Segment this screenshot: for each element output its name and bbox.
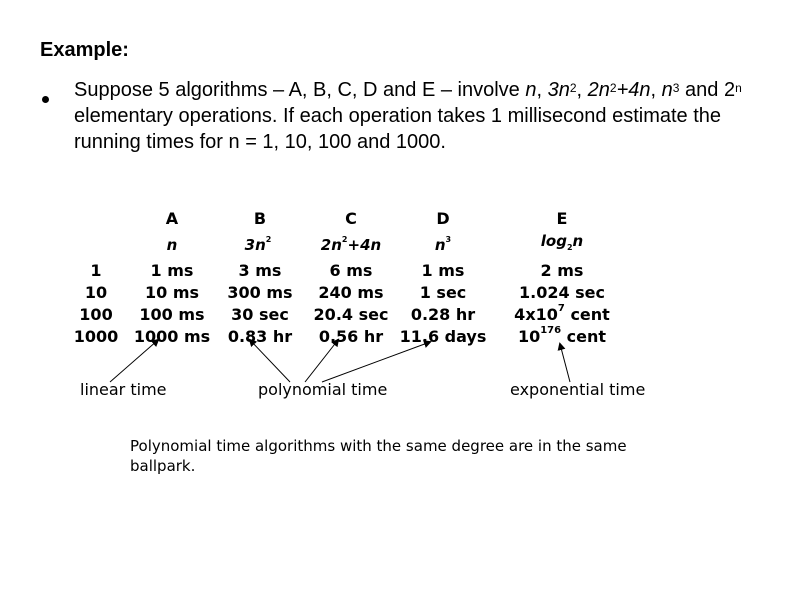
col-header-b: B [253, 209, 267, 228]
cell-b: 0.83 hr [227, 327, 293, 346]
cell-c: 0.56 hr [318, 327, 384, 346]
cell-e: 2 ms [540, 261, 584, 280]
cell-d: 1 ms [421, 261, 465, 280]
formula-a: n [166, 236, 178, 254]
col-header-e: E [556, 209, 568, 228]
cell-e: $10^{176}$ cent [517, 325, 607, 346]
problem-statement: Suppose 5 algorithms – A, B, C, D and E – involve n, $3n^2$, $2n^2+4n$, $n^3$ and 2$^n$ elementary operations. If each operation takes 1 millisecond estimate the running times for n = 1, 10, 100 and 1000. [74, 79, 742, 153]
col-header-d: D [436, 209, 450, 228]
cell-c: 20.4 sec [313, 305, 389, 324]
formula-c: $2n^2+4n$ [320, 235, 382, 254]
formula-b: $3n^2$ [244, 235, 272, 254]
cell-c: 6 ms [329, 261, 373, 280]
cell-b: 300 ms [227, 283, 293, 302]
col-header-a: A [165, 209, 179, 228]
formula-d: $n^3$ [434, 235, 452, 254]
cell-d: 0.28 hr [410, 305, 476, 324]
n-value: 1 [90, 261, 102, 280]
ballpark-note: Polynomial time algorithms with the same degree are in the same ballpark. [130, 437, 627, 475]
formula-e: $\log_2n$ [540, 232, 584, 252]
cell-e: 1.024 sec [518, 283, 606, 302]
n-value: 10 [84, 283, 108, 302]
n-value: 1000 [73, 327, 119, 346]
arrow-poly-c [305, 340, 338, 382]
label-polynomial-time: polynomial time [258, 380, 388, 399]
cell-e: $4x10^7$ cent [514, 303, 610, 324]
cell-a: 10 ms [144, 283, 200, 302]
col-header-c: C [345, 209, 357, 228]
slide-heading: Example: [40, 39, 129, 61]
cell-c: 240 ms [318, 283, 384, 302]
arrow-poly-d [322, 342, 430, 382]
cell-a: 1 ms [150, 261, 194, 280]
cell-b: 3 ms [238, 261, 282, 280]
label-linear-time: linear time [80, 380, 167, 399]
cell-d: 11.6 days [399, 327, 487, 346]
cell-d: 1 sec [419, 283, 467, 302]
label-exponential-time: exponential time [510, 380, 646, 399]
cell-b: 30 sec [231, 305, 289, 324]
arrow-exponential [560, 344, 570, 382]
n-value: 100 [79, 305, 113, 324]
arrow-poly-b [250, 340, 290, 382]
arrow-linear [110, 340, 158, 382]
cell-a: 100 ms [139, 305, 205, 324]
cell-a: 1000 ms [133, 327, 211, 346]
